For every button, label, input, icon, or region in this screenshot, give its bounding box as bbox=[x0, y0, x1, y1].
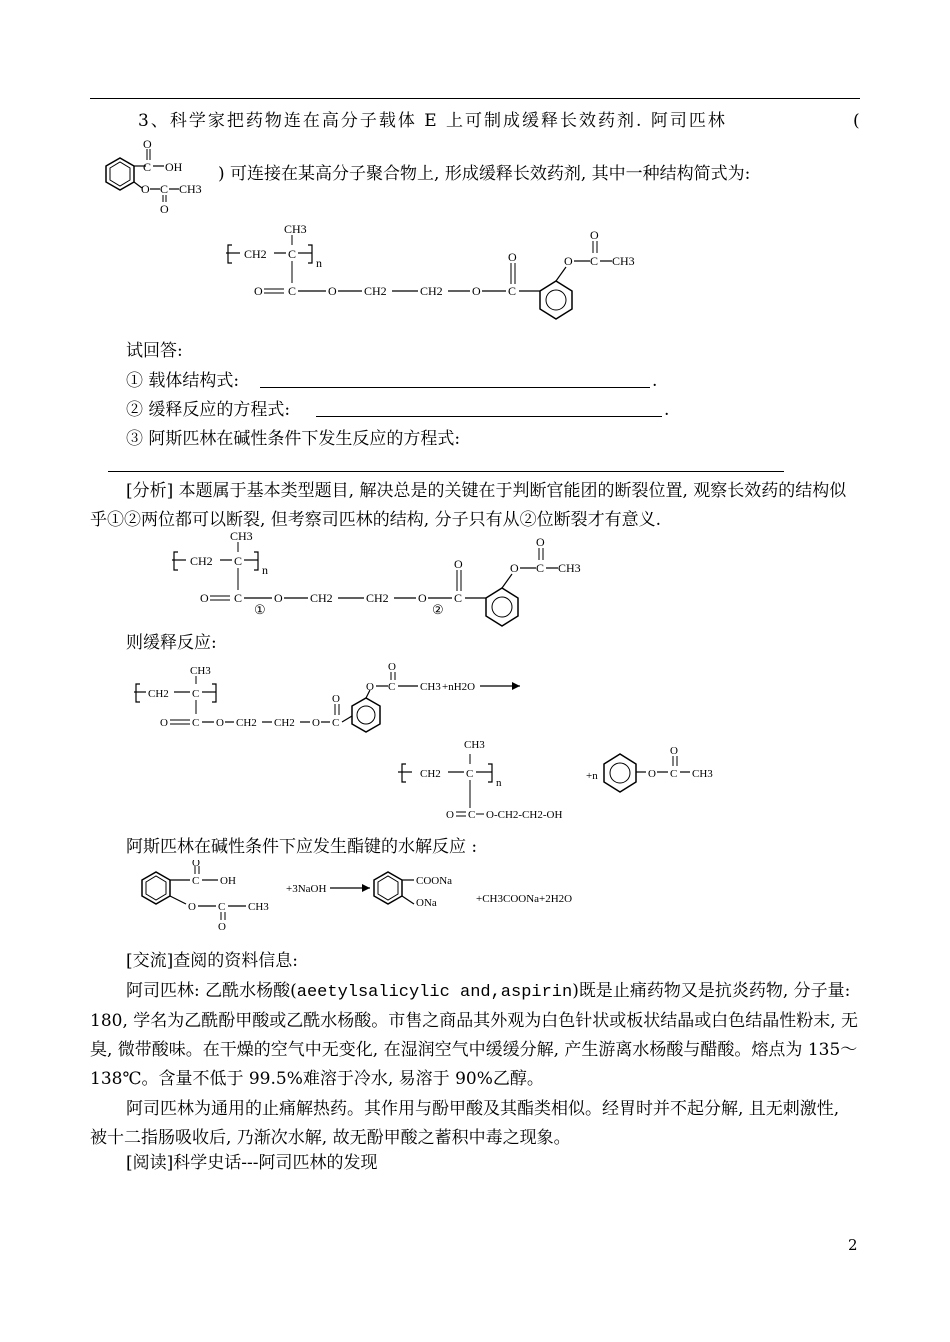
chem-ch2: CH2 bbox=[366, 591, 389, 605]
chem-ch2: CH2 bbox=[244, 247, 267, 261]
answer-blank-2[interactable] bbox=[316, 416, 662, 417]
exchange-paragraph-2: 阿司匹林为通用的止痛解热药。其作用与酚甲酸及其酯类相似。经胃时并不起分解, 且无刺激性, 被十二指肠吸收后, 乃渐次水解, 故无酚甲酸之蓄积中毒之现象。 bbox=[90, 1099, 840, 1148]
chem-o: O bbox=[218, 921, 226, 930]
chem-c: C bbox=[670, 768, 678, 780]
chem-o: O bbox=[192, 860, 200, 869]
chem-c: C bbox=[160, 182, 169, 196]
answer-blank-1[interactable] bbox=[260, 387, 650, 388]
question-line-1: 3、科学家把药物连在高分子载体 E 上可制成缓释长效药剂. 阿司匹林 bbox=[138, 111, 727, 131]
chem-o: O bbox=[160, 202, 169, 216]
question-3: ③ 阿斯匹林在碱性条件下发生反应的方程式: bbox=[126, 429, 461, 449]
exchange-p1-b: )既是止痛药物又是抗炎药物, 分子量: 180, 学名为乙酰酚甲酸或乙酰水杨酸。市售之商品其外观为白色针状或板状结晶或白色结晶性粉末, 无臭, 微带酸味。在干燥的空气中无变化, 在湿润空气中缓缓分解, 产生游离水杨酸与醋酸。熔点为 135～138℃。含量不低于 99.5%难溶于冷水, 易溶于 90%乙醇。 bbox=[90, 981, 859, 1089]
chem-products: +CH3COONa+2H2O bbox=[476, 893, 573, 905]
chem-c: C bbox=[468, 809, 476, 821]
aspirin-structure-small bbox=[86, 138, 226, 216]
chem-o: O bbox=[200, 591, 209, 605]
chem-o: O bbox=[388, 661, 396, 673]
chem-ch3: CH3 bbox=[464, 739, 485, 751]
chem-ch2: CH2 bbox=[274, 717, 295, 729]
chem-n: n bbox=[262, 563, 268, 577]
chem-o: O bbox=[312, 717, 320, 729]
chem-o: O bbox=[510, 561, 519, 575]
chem-ch2: CH2 bbox=[310, 591, 333, 605]
question-prompt: 试回答: bbox=[126, 341, 183, 361]
chem-ch3: CH3 bbox=[284, 222, 307, 236]
chem-o: O bbox=[254, 284, 263, 298]
chem-ch3: CH3 bbox=[190, 665, 211, 677]
chem-c: C bbox=[332, 717, 340, 729]
chem-o: O bbox=[141, 182, 150, 196]
chem-ch3: CH3 bbox=[248, 901, 269, 913]
chem-o: O bbox=[648, 768, 656, 780]
chem-ch2: CH2 bbox=[420, 768, 441, 780]
chem-o: O bbox=[332, 693, 340, 705]
chem-ch2: CH2 bbox=[364, 284, 387, 298]
chem-n: n bbox=[316, 256, 322, 270]
chem-o: O bbox=[216, 717, 224, 729]
chem-c: C bbox=[192, 875, 200, 887]
chem-ch2: CH2 bbox=[236, 717, 257, 729]
chem-ch2: CH2 bbox=[148, 688, 169, 700]
exchange-p1-a: 阿司匹林: 乙酰水杨酸( bbox=[126, 981, 297, 1001]
page-number: 2 bbox=[848, 1236, 858, 1254]
chem-c: C bbox=[192, 717, 200, 729]
chem-ch3: CH3 bbox=[692, 768, 713, 780]
chem-o: O bbox=[472, 284, 481, 298]
chem-o: O bbox=[564, 254, 573, 268]
chem-oh-chain: O-CH2-CH2-OH bbox=[486, 809, 563, 821]
chem-ona: ONa bbox=[416, 897, 437, 909]
exchange-p1-english: aeetylsalicylic and,aspirin bbox=[296, 983, 573, 1002]
question-line-1-paren: ( bbox=[853, 111, 860, 131]
chem-o: O bbox=[188, 901, 196, 913]
chem-o: O bbox=[366, 681, 374, 693]
chem-n: n bbox=[496, 777, 502, 789]
chem-c: C bbox=[234, 591, 243, 605]
chem-o: O bbox=[160, 717, 168, 729]
chem-o: O bbox=[328, 284, 337, 298]
hydrolysis-label: 阿斯匹林在碱性条件下应发生酯键的水解反应 : bbox=[126, 837, 478, 857]
exchange-title: [交流]查阅的资料信息: bbox=[126, 951, 298, 971]
chem-o: O bbox=[508, 250, 517, 264]
chem-c: C bbox=[454, 591, 463, 605]
chem-ch3: CH3 bbox=[230, 530, 253, 543]
chem-o: O bbox=[590, 228, 599, 242]
chem-c: C bbox=[234, 554, 243, 568]
chem-o: O bbox=[418, 591, 427, 605]
chem-o: O bbox=[670, 745, 678, 757]
polymer-structure-1 bbox=[222, 215, 652, 325]
chem-ch3: CH3 bbox=[420, 681, 441, 693]
reading-title: [阅读]科学史话---阿司匹林的发现 bbox=[126, 1153, 378, 1173]
answer-blank-3[interactable] bbox=[108, 471, 784, 472]
question-1: ① 载体结构式: bbox=[126, 371, 240, 391]
chem-o: O bbox=[454, 557, 463, 571]
chem-nh2o: +nH2O bbox=[442, 681, 476, 693]
chem-c: C bbox=[288, 284, 297, 298]
chem-c: C bbox=[388, 681, 396, 693]
chem-oh: OH bbox=[220, 875, 236, 887]
release-label: 则缓释反应: bbox=[126, 633, 217, 653]
chem-o: O bbox=[143, 138, 152, 151]
chem-c: C bbox=[466, 768, 474, 780]
chem-ch3: CH3 bbox=[179, 182, 202, 196]
chem-ch3: CH3 bbox=[612, 254, 635, 268]
chem-ch2: CH2 bbox=[420, 284, 443, 298]
chem-c: C bbox=[536, 561, 545, 575]
chem-o: O bbox=[446, 809, 454, 821]
question-2-end: . bbox=[664, 400, 670, 420]
chem-naoh: +3NaOH bbox=[286, 883, 327, 895]
chem-c: C bbox=[590, 254, 599, 268]
chem-o: O bbox=[536, 535, 545, 549]
chem-c: C bbox=[218, 901, 226, 913]
chem-oh: OH bbox=[165, 160, 183, 174]
break-point-1: ① bbox=[254, 602, 266, 617]
question-2: ② 缓释反应的方程式: bbox=[126, 400, 291, 420]
chem-coona: COONa bbox=[416, 875, 453, 887]
exchange-paragraph-1 bbox=[90, 977, 860, 1094]
polymer-structure-2 bbox=[168, 530, 598, 640]
chem-c: C bbox=[508, 284, 517, 298]
chem-c: C bbox=[288, 247, 297, 261]
chem-o: O bbox=[274, 591, 283, 605]
chem-ch3: CH3 bbox=[558, 561, 581, 575]
chem-c: C bbox=[143, 160, 152, 174]
chem-n-plus: +n bbox=[586, 770, 598, 782]
break-point-2: ② bbox=[432, 602, 444, 617]
question-line-2: ) 可连接在某高分子聚合物上, 形成缓释长效药剂, 其中一种结构简式为: bbox=[218, 164, 751, 184]
hydrolysis-reaction bbox=[130, 860, 610, 930]
header-rule bbox=[90, 98, 860, 99]
analysis-text: [分析] 本题属于基本类型题目, 解决总是的关键在于判断官能团的断裂位置, 观察长效药的结构似乎①②两位都可以断裂, 但考察司匹林的结构, 分子只有从②位断裂才有意义. bbox=[90, 481, 847, 530]
release-reaction bbox=[130, 660, 730, 825]
question-1-end: . bbox=[652, 371, 658, 391]
chem-ch2: CH2 bbox=[190, 554, 213, 568]
chem-c: C bbox=[192, 688, 200, 700]
